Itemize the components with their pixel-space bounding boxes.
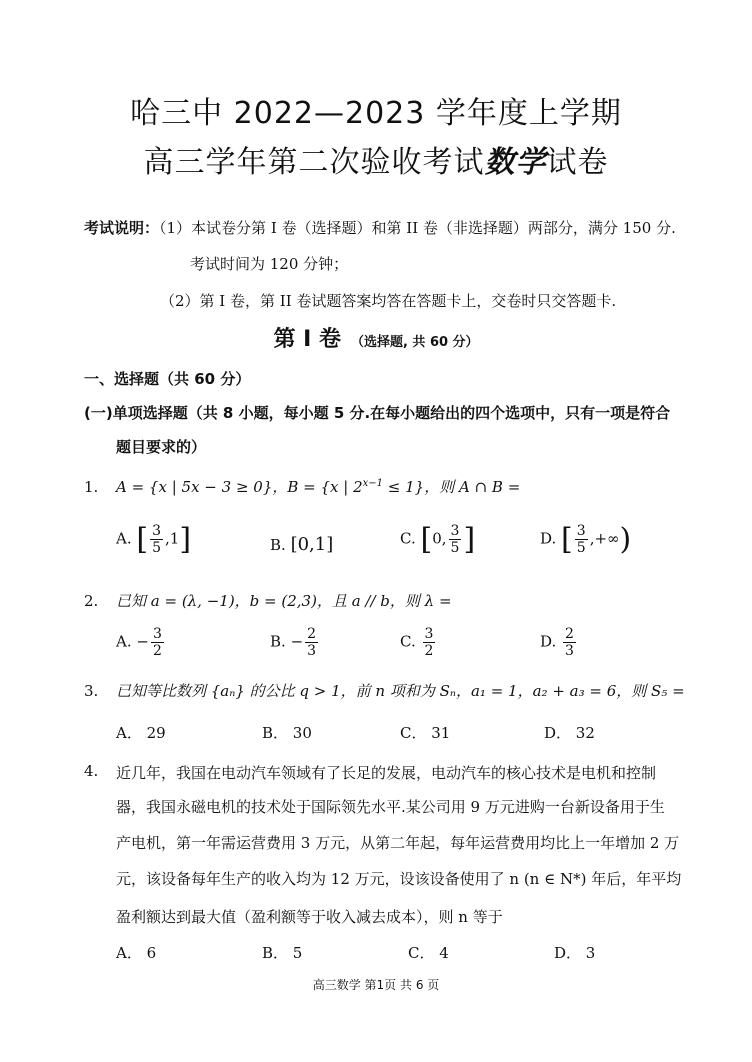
instructions-item2: （2）第 I 卷，第 II 卷试题答案均答在答题卡上，交卷时只交答题卡. [160,292,617,310]
q3-option-d: D． 32 [544,724,595,742]
page-footer: 高三数学 第1页 共 6 页 [312,978,440,992]
question-4-line2: 器，我国永磁电机的技术处于国际领先水平.某公司用 9 万元进购一台新设备用于生 [116,798,665,816]
q1-option-a-frac [150,523,163,556]
q2-option-d-den: 3 [565,643,574,659]
instructions-line1 [84,217,676,238]
q1-option-a [116,522,191,557]
q2-option-b-label: B. [270,632,286,651]
part1-heading: 一、选择题（共 60 分） [84,370,251,388]
question-4-line1: 近几年，我国在电动汽车领域有了长足的发展，电动汽车的核心技术是电机和控制 [116,764,657,782]
question-4-number: 4. [84,762,99,780]
q1-option-d-num: 3 [576,523,586,539]
question-1-number: 1. [84,478,99,496]
question-1-stem [116,476,520,497]
q1-option-d-tail: ,+∞ [589,529,620,548]
q4-option-c: C． 4 [408,944,449,962]
q1-option-c-rbracket: ] [463,522,476,557]
instructions-item1b: 考试时间为 120 分钟； [190,255,349,273]
q2-option-c-label: C. [400,632,416,651]
exam-title-line1: 哈三中 2022—2023 学年度上学期 [130,96,622,131]
q2-option-d-label: D. [540,632,557,651]
q1-option-a-label: A. [116,529,132,548]
q3-option-b: B． 30 [262,724,312,742]
q2-option-d-num: 2 [565,626,574,642]
question-3-number: 3. [84,682,99,700]
q2-option-b-frac [305,626,318,659]
q2-option-c-den: 2 [424,643,434,659]
instructions-label: 考试说明： [84,219,160,237]
q1-option-b-value: [0,1] [290,534,334,555]
question-4-line3: 产电机，第一年需运营费用 3 万元，从第二年起，每年运营费用均比上一年增加 2 万 [116,834,680,852]
q1-option-c-den: 5 [450,540,460,556]
q2-option-a-label: A. [116,632,132,651]
q1-option-d-frac [575,523,588,556]
exam-title-subject: 数学 [484,145,547,180]
instructions-item1a: （1）本试卷分第 I 卷（选择题）和第 II 卷（非选择题）两部分，满分 150 分. [159,219,676,237]
q1-option-a-rbracket: ] [179,522,192,557]
q2-option-d-frac [563,626,576,659]
exam-title-main: 高三学年第二次验收考试 [143,145,485,180]
question-4-line4: 元，该设备每年生产的收入均为 12 万元，设该设备使用了 n (n ∈ N*) 年后，年平均 [116,870,682,888]
exam-title-tail: 试卷 [546,145,609,180]
q2-option-d [540,626,578,659]
part1-subheading-line2: 题目要求的） [116,438,207,456]
part1-subheading-line1: (一)单项选择题（共 8 小题，每小题 5 分.在每小题给出的四个选项中，只有一项是符合 [84,404,671,422]
q2-option-b-den: 3 [307,643,317,659]
q1-option-d [540,522,631,557]
q1-option-c-frac [449,523,462,556]
q1-option-c [400,522,475,557]
q2-option-c-frac [423,626,436,659]
exam-title-line2 [0,137,752,181]
question-3-stem: 已知等比数列 {aₙ} 的公比 q > 1，前 n 项和为 Sₙ，a₁ = 1，a₂ + a₃ = 6，则 S₅ = [116,682,685,700]
q1-option-a-lbracket: [ [136,522,149,557]
q1-option-c-head: 0, [432,529,447,548]
q1-option-b-label: B. [270,536,286,554]
q1-option-b [270,534,333,555]
q3-option-c: C． 31 [400,724,451,742]
q1-option-a-num: 3 [152,523,162,539]
q1-option-d-den: 5 [576,540,586,556]
q1-option-c-num: 3 [450,523,460,539]
q4-option-b: B． 5 [262,944,303,962]
question-2-stem: 已知 a = (λ, −1)，b = (2,3)，且 a // b，则 λ = [116,592,452,610]
q1-option-a-tail: ,1 [165,529,180,548]
q1-option-d-label: D. [540,529,557,548]
q2-option-a-sign: − [136,632,149,651]
q2-option-a-den: 2 [152,643,162,659]
section-title: 第 I 卷 [273,327,341,352]
q2-option-a-frac [151,626,164,659]
q2-option-a-num: 3 [152,626,162,642]
question-4-line5: 盈利额达到最大值（盈利额等于收入减去成本），则 n 等于 [116,908,503,926]
q1-exponent: x−1 [362,478,384,489]
q1-option-d-lbracket: [ [561,522,573,557]
q1-stem-tail: ≤ 1}，则 A ∩ B = [383,478,521,496]
q2-option-a [116,626,166,659]
q2-option-c-num: 3 [424,626,434,642]
q2-option-b [270,626,320,659]
q2-option-c [400,626,437,659]
question-2-number: 2. [84,592,99,610]
q4-option-d: D． 3 [554,944,596,962]
q2-option-b-sign: − [290,632,304,651]
q1-option-c-label: C. [400,529,416,548]
q1-option-c-lbracket: [ [420,522,433,557]
q1-option-d-rbracket: ) [619,522,632,557]
q4-option-a: A． 6 [116,944,157,962]
q1-option-a-den: 5 [152,540,162,556]
section-heading [0,322,752,353]
q1-stem-head: A = {x | 5x − 3 ≥ 0}，B = {x | 2 [116,478,363,496]
section-subtitle: （选择题, 共 60 分） [350,335,479,350]
q2-option-b-num: 2 [307,626,317,642]
q3-option-a: A． 29 [116,724,166,742]
